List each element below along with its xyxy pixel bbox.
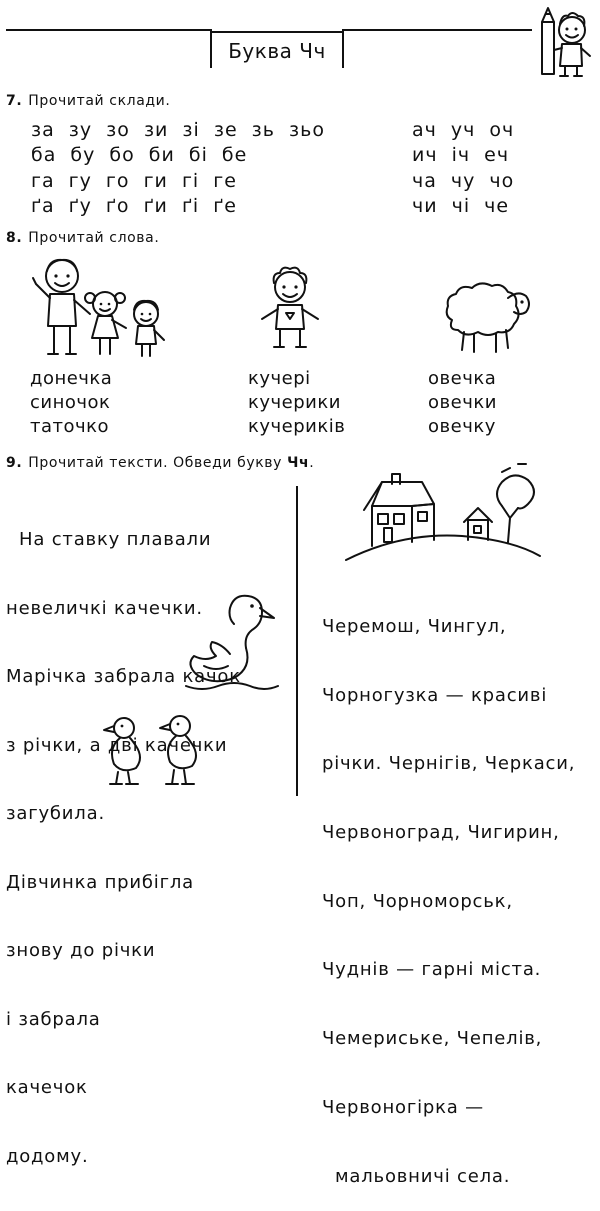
task-9-instruction: Прочитай тексти. Обведи букву bbox=[28, 455, 283, 471]
column-divider bbox=[296, 486, 298, 796]
syllable-row: ґа ґу ґо ґи ґі ґе bbox=[31, 195, 237, 217]
syllable-row: за зу зо зи зі зе зь зьо bbox=[31, 119, 325, 141]
sheep-icon bbox=[438, 276, 534, 356]
story-line: річки. Чернігів, Черкаси, bbox=[322, 753, 576, 775]
story-line: невеличкі качечки. bbox=[6, 597, 203, 619]
task-9-letter: Чч bbox=[287, 455, 310, 471]
curly-boy-icon bbox=[254, 263, 326, 357]
page-title bbox=[210, 31, 344, 68]
story-line: Чоп, Чорноморськ, bbox=[322, 890, 513, 912]
word: кучериків bbox=[248, 416, 346, 437]
family-icon bbox=[30, 254, 175, 358]
header-rule-right bbox=[342, 29, 532, 31]
word-column-1 bbox=[30, 367, 112, 439]
house-icon bbox=[342, 460, 542, 568]
ducklings-icon bbox=[100, 712, 210, 794]
story-line: Червоноград, Чигирин, bbox=[322, 822, 560, 844]
header-rule-left bbox=[6, 29, 212, 31]
syllable-row: чи чі че bbox=[412, 195, 510, 217]
task-7-number: 7. bbox=[6, 93, 23, 109]
syllable-row: га гу го ги гі ге bbox=[31, 170, 237, 192]
word: таточко bbox=[30, 416, 110, 437]
story-right bbox=[322, 572, 575, 1211]
swan-icon bbox=[182, 588, 282, 700]
syllable-row: ба бу бо би бі бе bbox=[31, 144, 248, 166]
word: овечки bbox=[428, 392, 497, 413]
syllable-row: ич іч еч bbox=[412, 144, 510, 166]
story-line: Чемериське, Чепелів, bbox=[322, 1028, 543, 1050]
word-column-2 bbox=[248, 367, 345, 439]
story-line: Дівчинка прибігла bbox=[6, 871, 194, 893]
syllable-row: ча чу чо bbox=[412, 170, 515, 192]
boy-with-pencil-icon bbox=[532, 4, 596, 80]
task-8-instruction: Прочитай слова. bbox=[28, 230, 160, 246]
syllable-row: ач уч оч bbox=[412, 119, 515, 141]
story-line: і забрала bbox=[6, 1008, 101, 1030]
story-line: На ставку плавали bbox=[6, 529, 212, 550]
word: кучері bbox=[248, 368, 311, 389]
word-column-3 bbox=[428, 367, 497, 439]
word: синочок bbox=[30, 392, 111, 413]
story-line: додому. bbox=[6, 1145, 89, 1167]
story-line: качечок bbox=[6, 1077, 88, 1098]
story-line: з річки, а дві качечки bbox=[6, 734, 228, 756]
story-line: Чорногузка — красиві bbox=[322, 684, 548, 706]
word: овечка bbox=[428, 368, 497, 389]
story-line: Чуднів — гарні міста. bbox=[322, 959, 542, 981]
task-9-instruction-end: . bbox=[309, 455, 315, 471]
story-line: загубила. bbox=[6, 803, 105, 824]
task-9-number: 9. bbox=[6, 455, 23, 471]
story-line: Червоногірка — bbox=[322, 1096, 484, 1118]
story-line: Марічка забрала качок bbox=[6, 666, 241, 687]
word: кучерики bbox=[248, 392, 341, 413]
task-7-instruction: Прочитай склади. bbox=[28, 93, 171, 109]
story-line: мальовничі села. bbox=[322, 1165, 511, 1187]
word: овечку bbox=[428, 416, 496, 437]
story-line: Черемош, Чингул, bbox=[322, 616, 507, 637]
page-title-text: Буква Чч bbox=[228, 38, 326, 63]
task-8-number: 8. bbox=[6, 230, 23, 246]
task-7-heading bbox=[6, 93, 170, 109]
task-9-heading bbox=[6, 455, 314, 471]
word: донечка bbox=[30, 368, 113, 389]
task-8-heading bbox=[6, 230, 159, 246]
story-line: знову до річки bbox=[6, 940, 156, 961]
